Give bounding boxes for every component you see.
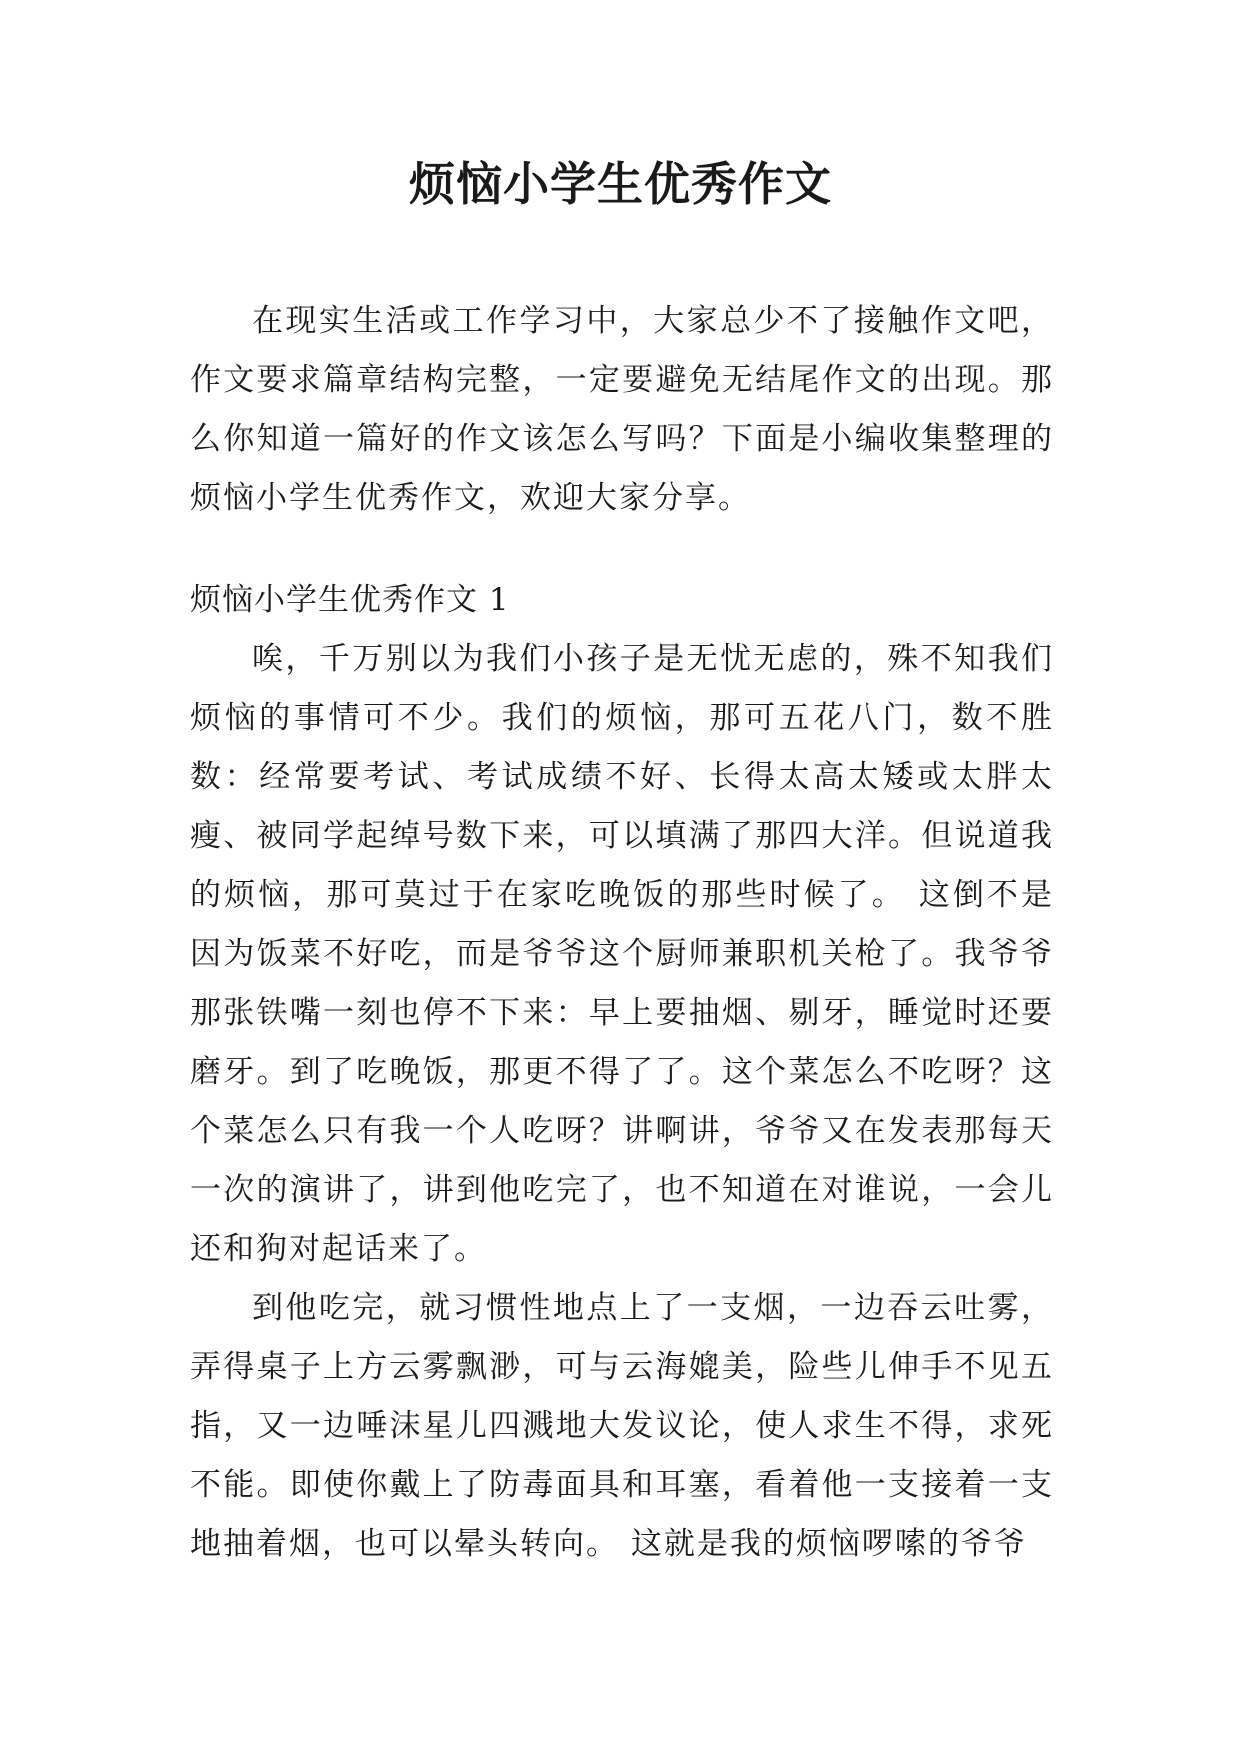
document-body [190,292,1054,1574]
document-title: 烦恼小学生优秀作文 [409,157,832,211]
intro-paragraph: 在现实生活或工作学习中，大家总少不了接触作文吧，作文要求篇章结构完整，一定要避免无结尾作文的出现。那么你知道一篇好的作文该怎么写吗？下面是小编收集整理的烦恼小学生优秀作文，欢迎大家分享。 [190,303,1054,516]
section-heading: 烦恼小学生优秀作文 1 [190,582,510,618]
essay-paragraph-2: 到他吃完，就习惯性地点上了一支烟，一边吞云吐雾，弄得桌子上方云雾飘渺，可与云海媲美，险些儿伸手不见五指，又一边唾沫星儿四溅地大发议论，使人求生不得，求死不能。即使你戴上了防毒面具和耳塞，看着他一支接着一支地抽着烟，也可以晕头转向。 这就是我的烦恼啰嗦的爷爷 [190,1290,1054,1562]
section-spacer [190,528,1054,571]
essay-paragraph-1: 唉，千万别以为我们小孩子是无忧无虑的，殊不知我们烦恼的事情可不少。我们的烦恼，那可五花八门，数不胜数：经常要考试、考试成绩不好、长得太高太矮或太胖太瘦、被同学起绰号数下来，可以填满了那四大洋。但说道我的烦恼，那可莫过于在家吃晚饭的那些时候了。 这倒不是因为饭菜不好吃，而是爷爷这个厨师兼职机关枪了。我爷爷那张铁嘴一刻也停不下来：早上要抽烟、剔牙，睡觉时还要磨牙。到了吃晚饭，那更不得了了。这个菜怎么不吃呀？这个菜怎么只有我一个人吃呀？讲啊讲，爷爷又在发表那每天一次的演讲了，讲到他吃完了，也不知道在对谁说，一会儿还和狗对起话来了。 [190,641,1054,1267]
